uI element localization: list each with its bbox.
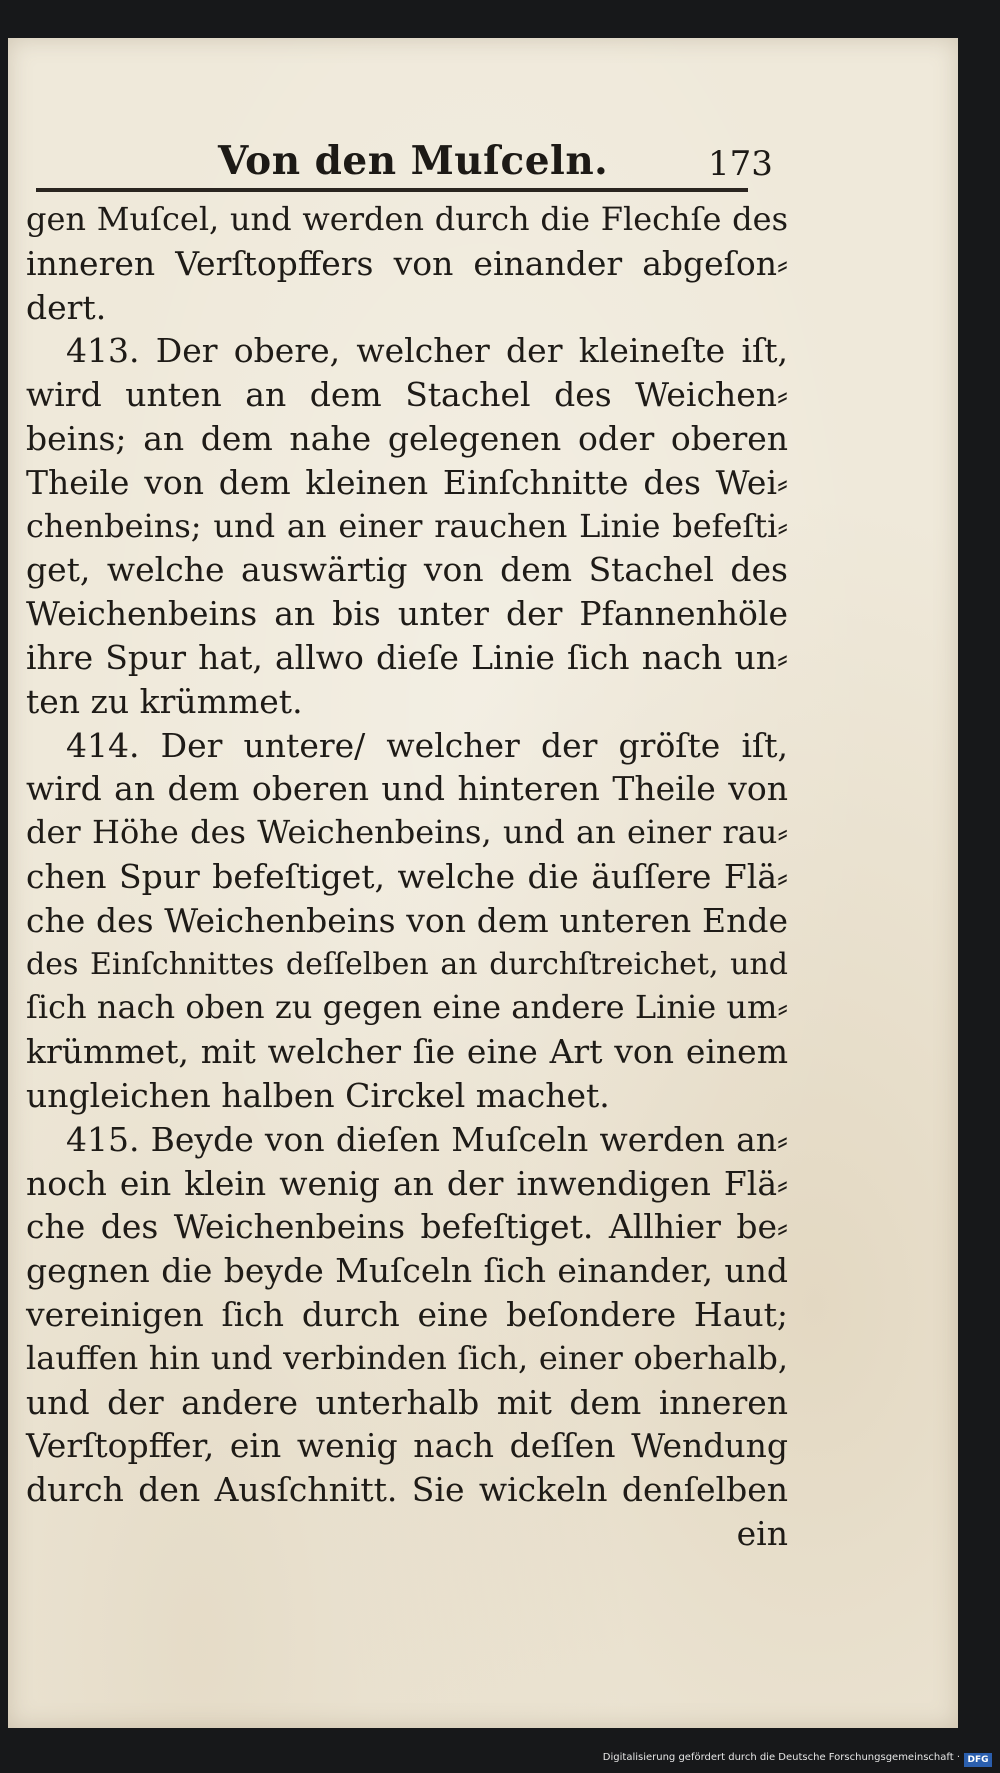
running-title: Von den Muſceln. <box>218 138 609 184</box>
text-line: gegnen die beyde Muſceln ſich einander, und <box>26 1251 788 1291</box>
text-line: dert. <box>26 287 107 327</box>
text-line: Theile von dem kleinen Einſchnitte des Wei⸗ <box>26 462 788 502</box>
page-number: 173 <box>708 144 773 184</box>
text-line: des Einſchnittes deſſelben an durchſtreichet, und <box>26 946 788 982</box>
text-line: vereinigen ſich durch eine beſondere Haut; <box>26 1294 788 1334</box>
text-line: gen Muſcel, und werden durch die Flechſe des <box>26 200 788 238</box>
text-line: der Höhe des Weichenbeins, und an einer rau⸗ <box>26 813 788 852</box>
dfg-logo: DFG <box>964 1753 992 1767</box>
catchword: ein <box>736 1513 788 1553</box>
text-line: inneren Verſtopffers von einander abgeſon⸗ <box>26 243 788 283</box>
text-line: beins; an dem nahe gelegenen oder oberen <box>26 418 788 458</box>
page-header <box>8 108 958 188</box>
text-line: ungleichen halben Circkel machet. <box>26 1075 610 1115</box>
paragraph-415-first-line: 415. Beyde von dieſen Muſceln werden an⸗ <box>66 1119 788 1159</box>
text-line: chen Spur befeſtiget, welche die äuſſere Flä⸗ <box>26 856 788 896</box>
body-text <box>26 198 788 1556</box>
scan-footer <box>0 1750 1000 1773</box>
paragraph-413-first-line: 413. Der obere, welcher der kleineſte iſt, <box>66 331 788 371</box>
digitization-credit: Digitalisierung gefördert durch die Deutsche Forschungsgemeinschaft · <box>602 1752 960 1763</box>
text-line: che des Weichenbeins von dem unteren Ende <box>26 900 788 940</box>
text-line: ten zu krümmet. <box>26 681 303 721</box>
text-line: Weichenbeins an bis unter der Pfannenhöle <box>26 594 788 634</box>
text-line: chenbeins; und an einer rauchen Linie befeſti⸗ <box>26 506 788 545</box>
paragraph-414-first-line: 414. Der untere/ welcher der gröſte iſt, <box>66 725 788 765</box>
header-rule <box>36 188 748 192</box>
text-line: wird an dem oberen und hinteren Theile von <box>26 769 788 809</box>
text-line: und der andere unterhalb mit dem inneren <box>26 1382 788 1422</box>
text-line: ſich nach oben zu gegen eine andere Linie um⸗ <box>26 988 788 1027</box>
text-line: ihre Spur hat, allwo dieſe Linie ſich nach un⸗ <box>26 637 788 677</box>
book-page <box>8 38 958 1728</box>
text-line: wird unten an dem Stachel des Weichen⸗ <box>26 375 788 415</box>
text-line: get, welche auswärtig von dem Stachel des <box>26 550 788 590</box>
text-line: noch ein klein wenig an der inwendigen Flä⸗ <box>26 1163 788 1203</box>
text-line: krümmet, mit welcher ſie eine Art von einem <box>26 1032 788 1072</box>
text-line: Verſtopffer, ein wenig nach deſſen Wendung <box>26 1426 788 1466</box>
text-line: durch den Ausſchnitt. Sie wickeln denſelben <box>26 1470 788 1510</box>
text-line: che des Weichenbeins befeſtiget. Allhier be⸗ <box>26 1207 788 1247</box>
text-line: lauffen hin und verbinden ſich, einer oberhalb, <box>26 1338 788 1377</box>
